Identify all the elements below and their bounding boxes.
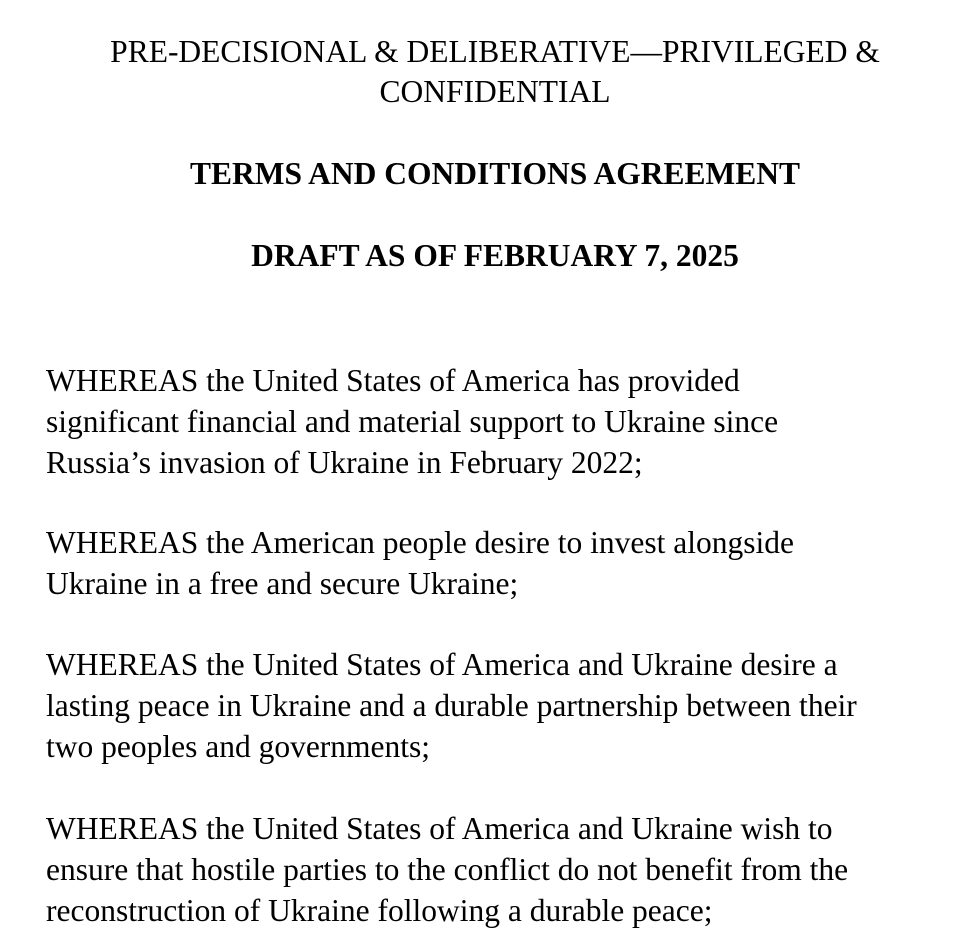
recital-line: lasting peace in Ukraine and a durable partnership between their	[46, 688, 857, 723]
document-title: TERMS AND CONDITIONS AGREEMENT	[190, 156, 800, 191]
recital-line: significant financial and material support to Ukraine since	[46, 404, 779, 439]
recital-3	[46, 644, 951, 767]
classification-line-2: CONFIDENTIAL	[379, 74, 611, 109]
classification-line-1: PRE-DECISIONAL & DELIBERATIVE—PRIVILEGED &	[110, 34, 880, 69]
recital-line: two peoples and governments;	[46, 729, 431, 764]
recital-line: Russia’s invasion of Ukraine in February 2022;	[46, 445, 643, 480]
draft-date: DRAFT AS OF FEBRUARY 7, 2025	[251, 238, 739, 273]
recital-2	[46, 522, 951, 604]
recital-line: reconstruction of Ukraine following a durable peace;	[46, 893, 713, 928]
recital-4	[46, 808, 951, 931]
recital-line: WHEREAS the United States of America and Ukraine wish to	[46, 811, 833, 846]
recital-line: WHEREAS the United States of America and Ukraine desire a	[46, 647, 838, 682]
recital-line: Ukraine in a free and secure Ukraine;	[46, 566, 519, 601]
recital-1	[46, 360, 951, 483]
recital-line: WHEREAS the United States of America has provided	[46, 363, 740, 398]
recital-line: ensure that hostile parties to the conflict do not benefit from the	[46, 852, 849, 887]
classification-header	[0, 32, 960, 112]
recital-line: WHEREAS the American people desire to invest alongside	[46, 525, 794, 560]
